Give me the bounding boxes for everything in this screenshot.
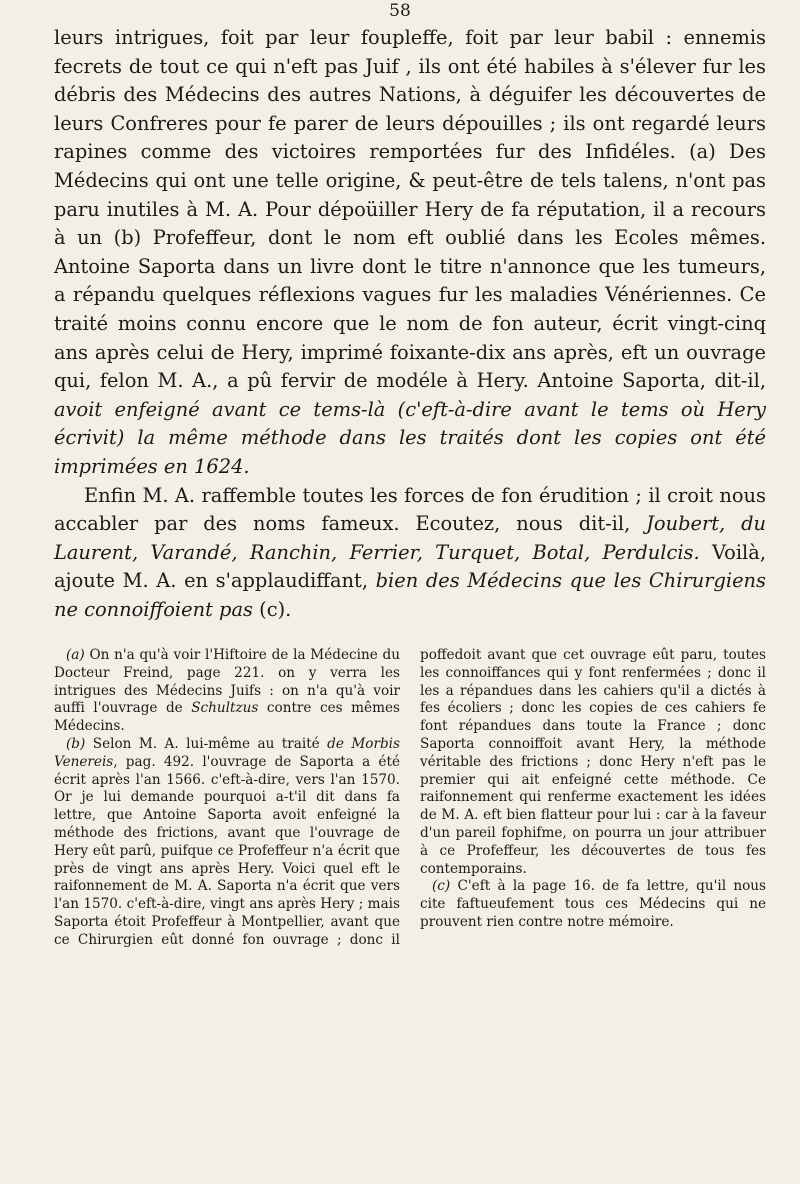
footnote-b-mark: (b) — [66, 735, 86, 752]
paragraph-2-text: Enfin M. A. raffemble toutes les forces de fon érudition ; il croit nous accabler par des noms fameux. Ecoutez, nous dit-il, — [54, 483, 766, 536]
paragraph-2-names: Joubert, du Laurent, Varandé, Ranchin, Ferrier, Turquet, Botal, Perdulcis. — [54, 512, 766, 564]
main-text — [54, 24, 766, 624]
footnote-a-text-2: contre ces mêmes Médecins. — [54, 700, 400, 735]
paragraph-1-text: leurs intrigues, foit par leur foupleffe, foit par leur babil : ennemis fecrets de tout ce qui n'eft pas Juif , ils ont été habiles à s'élever fur les débris des Médecins des autres Nations, à déguifer les découvertes de leurs Confreres pour fe parer de leurs dépouilles ; ils ont regardé leurs rapines comme des victoires remportées fur des Infidéles. (a) Des Médecins qui ont une telle origine, & peut-être de tels talens, n'ont pas paru inutiles à M. A. Pour dépoüiller Hery de fa réputation, il a recours à un (b) Profeffeur, dont le nom eft oublié dans les Ecoles mêmes. Antoine Saporta dans un livre dont le titre n'annonce que les tumeurs, a répandu quelques réflexions vagues fur les maladies Vénériennes. Ce traité moins connu encore que le nom de fon auteur, écrit vingt-cinq ans après celui de Hery, imprimé foixante-dix ans après, eft un ouvrage qui, felon M. A., a pû fervir de modéle à Hery. Antoine Saporta, dit-il, — [54, 26, 766, 393]
paragraph-2 — [54, 482, 766, 625]
footnote-a-mark: (a) — [66, 647, 85, 663]
footnote-c-mark: (c) — [432, 878, 451, 895]
paragraph-1 — [54, 24, 766, 482]
paragraph-1-quote: avoit enfeigné avant ce tems-là (c'eft-à-dire avant le tems où Hery écrivit) la même méthode dans les traités dont les copies ont été imprimées en 1624. — [54, 397, 766, 478]
page-number: 58 — [389, 1, 411, 21]
paragraph-2-text-2: Voilà, ajoute M. A. en s'applaudiffant, — [54, 540, 766, 593]
footnote-c — [420, 878, 766, 931]
footnote-a — [54, 647, 400, 736]
footnote-b-title: de Morbis Venereis — [54, 735, 400, 770]
footnote-b-text-2: , pag. 492. l'ouvrage de Saporta a été écrit après l'an 1566. c'eft-à-dire, vers l'an 1570. Or je lui demande pourquoi a-t'il dit dans fa lettre, que Antoine Saporta avoit enfeigné la méthode des frictions, avant que l'ouvrage de Hery eût parû, puifque ce Profeffeur n'a écrit que près de vingt ans après Hery. Voici quel eft le raifonnement de M. A. Saporta n'a écrit que vers l'an 1570. c'eft-à-dire, vingt ans après Hery ; mais Saporta étoit Profeffeur à Montpellier, avant que ce Chirurgien eût donné fon ouvrage ; donc il poffedoit avant que cet ouvrage eût paru, toutes les connoiffances qui y font renfermées ; donc il les a répandues dans les cahiers qu'il a dictés à fes écoliers ; donc les copies de ces cahiers fe font répandues dans toute la France ; donc Saporta connoiffoit avant Hery, la méthode véritable des frictions ; donc Hery n'eft pas le premier qui ait enfeigné cette méthode. Ce raifonnement qui renferme exactement les idées de M. A. eft bien flatteur pour lui : car à la faveur d'un pareil fophifme, on pourra un jour attribuer à ce Profeffeur, les découvertes de tous fes contemporains. — [54, 647, 766, 948]
footnote-a-text: On n'a qu'à voir l'Hiftoire de la Médecine du Docteur Freind, page 221. on y verra les intrigues des Médecins Juifs : on n'a qu'à voir auffi l'ouvrage de — [54, 647, 400, 717]
paragraph-2-note-ref: (c). — [252, 597, 292, 621]
footnote-c-text: C'eft à la page 16. de fa lettre, qu'il nous cite faftueufement tous ces Médecins qui ne prouvent rien contre notre mémoire. — [420, 878, 766, 930]
footnote-b-text: Selon M. A. lui-même au traité — [85, 735, 328, 752]
paragraph-2-quote: bien des Médecins que les Chirurgiens ne connoiffoient pas — [54, 569, 766, 621]
footnote-a-name: Schultzus — [191, 700, 259, 717]
footnotes — [54, 647, 766, 950]
